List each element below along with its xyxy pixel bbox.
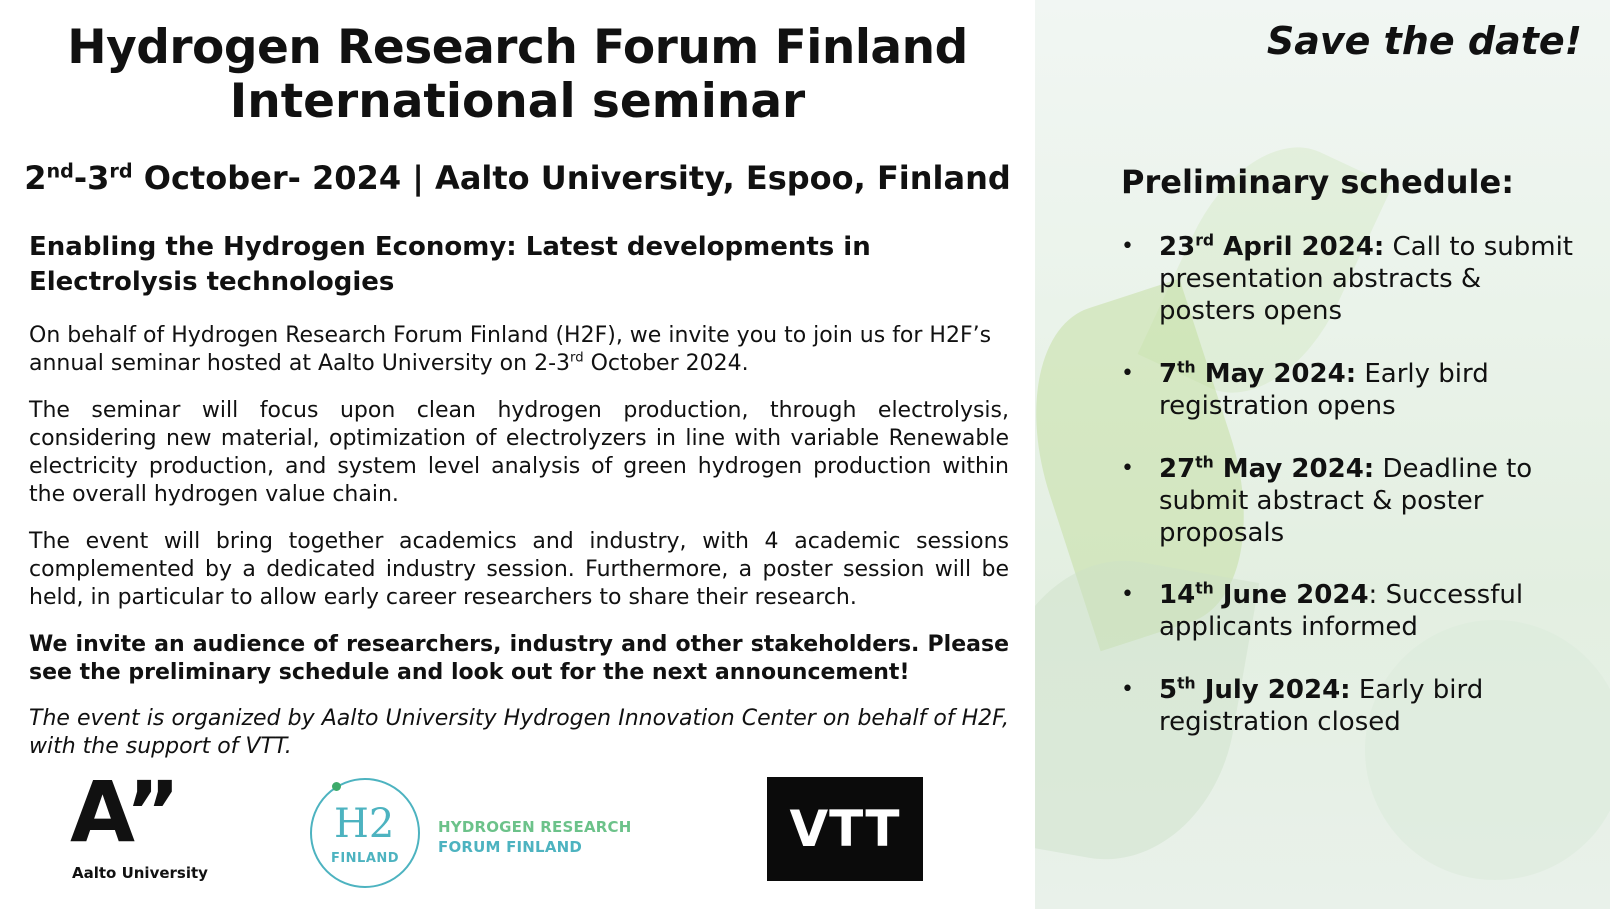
h2f-circle-icon [310,778,420,888]
vtt-logo: VTT [767,777,923,881]
date-day2: 3 [87,159,110,197]
item-day: 23 [1159,232,1196,262]
bullet: • [1121,456,1134,481]
schedule-item-text [1159,453,1579,549]
bullet: • [1121,582,1134,607]
section-heading: Enabling the Hydrogen Economy: Latest developments in Electrolysis technologies [29,232,871,297]
item-suffix: th [1195,579,1214,598]
h2f-logo [310,778,660,893]
aalto-mark: A” [70,763,179,861]
item-desc: Early bird registration opens [1159,359,1489,421]
h2f-name-line1: HYDROGEN RESEARCH [438,818,632,836]
date-day1: 2 [24,159,47,197]
bullet: • [1121,361,1134,386]
background-blur [1365,620,1610,880]
item-date: April 2024: [1214,232,1385,262]
item-suffix: th [1177,358,1196,377]
page-title: Hydrogen Research Forum Finland [67,20,968,75]
item-date: July 2024: [1195,675,1351,705]
date-day1-suffix: nd [46,159,74,183]
intro-text-a: On behalf of Hydrogen Research Forum Finland (H2F), we invite you to join us for H2F’s annual seminar hosted at Aalto University on 2-3 [29,323,992,376]
item-day: 5 [1159,675,1178,705]
organizer-paragraph: The event is organized by Aalto University Hydrogen Innovation Center on behalf of H2F, with the support of VTT. [29,706,1009,759]
intro-text-b: October 2024. [583,351,749,376]
date-rest: October- 2024 | Aalto University, Espoo, Finland [132,159,1011,197]
bullet: • [1121,677,1134,702]
bullet: • [1121,234,1134,259]
page-subtitle: International seminar [229,74,806,129]
item-date: May 2024: [1195,359,1357,389]
item-suffix: th [1177,674,1196,693]
event-paragraph: The event will bring together academics and industry, with 4 academic sessions complemented by a dedicated industry session. Furthermore, a poster session will be held, in particular to allow early career researchers to share their research. [29,529,1009,610]
item-date: June 2024 [1213,580,1369,610]
save-the-date: Save the date! [1266,19,1582,63]
schedule-panel [1035,0,1610,909]
invite-paragraph: We invite an audience of researchers, industry and other stakeholders. Please see the preliminary schedule and look out for the next announcement! [29,632,1009,685]
intro-paragraph [29,322,1009,378]
item-desc: Deadline to submit abstract & poster proposals [1159,454,1533,548]
aalto-name: Aalto University [72,864,208,882]
item-desc: : Successful applicants informed [1159,580,1524,642]
date-dash: - [73,159,88,197]
schedule-item-text [1159,674,1579,738]
item-day: 7 [1159,359,1178,389]
item-desc: Early bird registration closed [1159,675,1484,737]
date-day2-suffix: rd [109,159,133,183]
schedule-item-text [1159,231,1579,327]
h2f-symbol: H2 [334,801,395,847]
schedule-item-text [1159,579,1579,643]
aalto-university-logo [70,763,210,888]
h2f-country: FINLAND [330,851,400,866]
item-day: 14 [1159,580,1196,610]
item-suffix: th [1195,453,1214,472]
schedule-item-text [1159,358,1579,422]
h2f-dot [332,782,341,791]
intro-suffix: rd [570,350,584,366]
item-day: 27 [1159,454,1196,484]
event-date-location [0,156,1035,200]
schedule-heading: Preliminary schedule: [1121,163,1514,201]
item-suffix: rd [1195,231,1215,250]
item-desc: Call to submit presentation abstracts & posters opens [1159,232,1573,326]
h2f-name-line2: FORUM FINLAND [438,838,583,856]
focus-paragraph: The seminar will focus upon clean hydrogen production, through electrolysis, considering new material, optimization of electrolyzers in line with variable Renewable electricity production, and system level analysis of green hydrogen production within the overall hydrogen value chain. [29,398,1009,507]
item-date: May 2024: [1213,454,1375,484]
